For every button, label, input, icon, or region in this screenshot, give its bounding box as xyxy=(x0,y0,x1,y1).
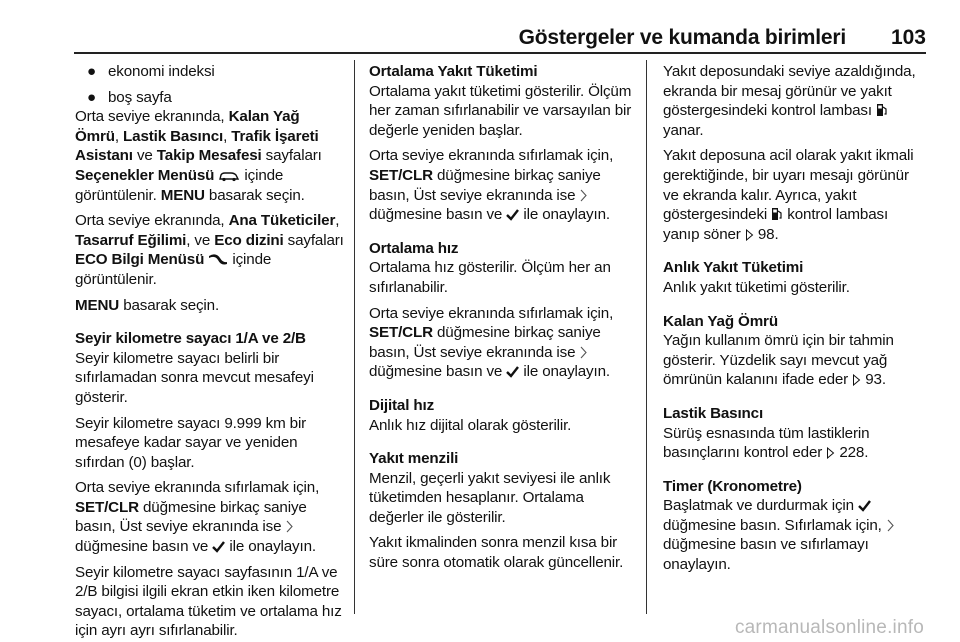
bullet-dot: ● xyxy=(87,88,97,106)
list-item xyxy=(75,62,347,82)
paragraph: Sürüş esnasında tüm lastiklerin basınçlarını kontrol eder 228. xyxy=(663,424,870,462)
paragraph: Orta seviye ekranında sıfırlamak için, SET/CLR düğmesine birkaç saniye basın, Üst seviye ekranında ise düğmesine basın ve ile onaylayın. xyxy=(75,479,320,556)
paragraph: Yağın kullanım ömrü için bir tahmin gösterir. Yüzdelik sayı mevcut yağ ömrünün kalanını ifade eder 93. xyxy=(663,332,894,389)
column-divider-right xyxy=(646,60,647,614)
section-heading: Kalan Yağ Ömrü xyxy=(663,312,778,330)
page-number: 103 xyxy=(890,26,926,49)
paragraph: Anlık hız dijital olarak gösterilir. xyxy=(369,416,572,434)
check-icon xyxy=(212,540,225,553)
column-right xyxy=(663,62,925,581)
fuel-pump-icon xyxy=(771,207,783,221)
section-heading: Anlık Yakıt Tüketimi xyxy=(663,259,804,277)
bullet-dot: ● xyxy=(87,63,97,80)
reference-triangle-icon xyxy=(745,229,754,241)
fuel-pump-icon xyxy=(876,103,888,117)
chevron-right-icon xyxy=(579,189,588,202)
paragraph: Anlık yakıt tüketimi gösterilir. xyxy=(663,278,850,296)
car-icon xyxy=(218,169,240,182)
list-item-text: boş sayfa xyxy=(108,88,172,106)
paragraph: Orta seviye ekranında, Kalan Yağ Ömrü, Lastik Basıncı, Trafik İşareti Asistanı ve Takip Mesafesi sayfaları Seçenekler Menüsü içinde görüntülenir. MENU basarak seçin. xyxy=(75,108,322,204)
section-heading: Seyir kilometre sayacı 1/A ve 2/B xyxy=(75,330,306,348)
paragraph: Orta seviye ekranında, Ana Tüketiciler, Tasarruf Eğilimi, ve Eco dizini sayfaları ECO Bilgi Menüsü içinde görüntülenir. xyxy=(75,212,344,288)
check-icon xyxy=(506,208,519,221)
page-title: Göstergeler ve kumanda birimleri xyxy=(518,26,846,49)
check-icon xyxy=(858,499,871,512)
section-heading: Lastik Basıncı xyxy=(663,404,764,422)
chevron-right-icon xyxy=(886,519,895,532)
watermark: carmanualsonline.info xyxy=(734,617,924,638)
eco-ribbon-icon xyxy=(208,252,228,266)
page-header xyxy=(74,26,926,54)
column-middle xyxy=(369,62,637,579)
paragraph: Seyir kilometre sayacı 9.999 km bir mesafeye kadar sayar ve yeniden sıfırdan (0) başlar. xyxy=(75,414,307,471)
section-heading: Timer (Kronometre) xyxy=(663,477,802,495)
reference-triangle-icon xyxy=(826,447,835,459)
chevron-right-icon xyxy=(285,520,294,533)
paragraph: Yakıt deposundaki seviye azaldığında, ekranda bir mesaj görünür ve yakıt göstergesindeki kontrol lambası yanar. xyxy=(663,63,916,139)
section-heading: Ortalama hız xyxy=(369,239,459,257)
reference-triangle-icon xyxy=(852,374,861,386)
paragraph: Menzil, geçerli yakıt seviyesi ile anlık tüketimden hesaplanır. Ortalama değerler ile gösterilir. xyxy=(369,469,611,526)
section-heading: Yakıt menzili xyxy=(369,450,459,468)
paragraph: Ortalama hız gösterilir. Ölçüm her an sıfırlanabilir. xyxy=(369,259,611,296)
list-item xyxy=(75,88,347,108)
check-icon xyxy=(506,365,519,378)
paragraph: Orta seviye ekranında sıfırlamak için, SET/CLR düğmesine birkaç saniye basın, Üst seviye ekranında ise düğmesine basın ve ile onaylayın. xyxy=(369,304,614,381)
header-rule xyxy=(74,52,926,54)
chevron-right-icon xyxy=(579,346,588,359)
column-left xyxy=(75,62,347,642)
paragraph: Seyir kilometre sayacı sayfasının 1/A ve 2/B bilgisi ilgili ekran etkin iken kilometre sayacı, ortalama tüketim ve ortalama hız için ayrı ayrı sıfırlanabilir. xyxy=(75,563,342,640)
paragraph: Yakıt ikmalinden sonra menzil kısa bir süre sonra otomatik olarak güncellenir. xyxy=(369,534,624,572)
list-item-text: ekonomi indeksi xyxy=(108,63,215,80)
paragraph: Ortalama yakıt tüketimi gösterilir. Ölçüm her zaman sıfırlanabilir ve varsayılan bir değerle yeniden başlar. xyxy=(369,82,632,139)
section-heading: Ortalama Yakıt Tüketimi xyxy=(369,63,538,80)
paragraph: Başlatmak ve durdurmak için düğmesine basın. Sıfırlamak için, düğmesine basın ve sıfırlamayı onaylayın. xyxy=(663,496,925,574)
paragraph: Seyir kilometre sayacı belirli bir sıfırlamadan sonra mevcut mesafeyi gösterir. xyxy=(75,349,314,406)
column-divider-left xyxy=(354,60,355,614)
section-heading: Dijital hız xyxy=(369,396,435,414)
paragraph: Orta seviye ekranında sıfırlamak için, SET/CLR düğmesine birkaç saniye basın, Üst seviye ekranında ise düğmesine basın ve ile onaylayın. xyxy=(369,147,614,224)
paragraph: Yakıt deposuna acil olarak yakıt ikmali gerektiğinde, bir uyarı mesajı görünür ve ekranda kalır. Ayrıca, yakıt göstergesindeki kontrol lambası yanıp söner 98. xyxy=(663,147,914,243)
paragraph: MENU basarak seçin. xyxy=(75,296,220,314)
